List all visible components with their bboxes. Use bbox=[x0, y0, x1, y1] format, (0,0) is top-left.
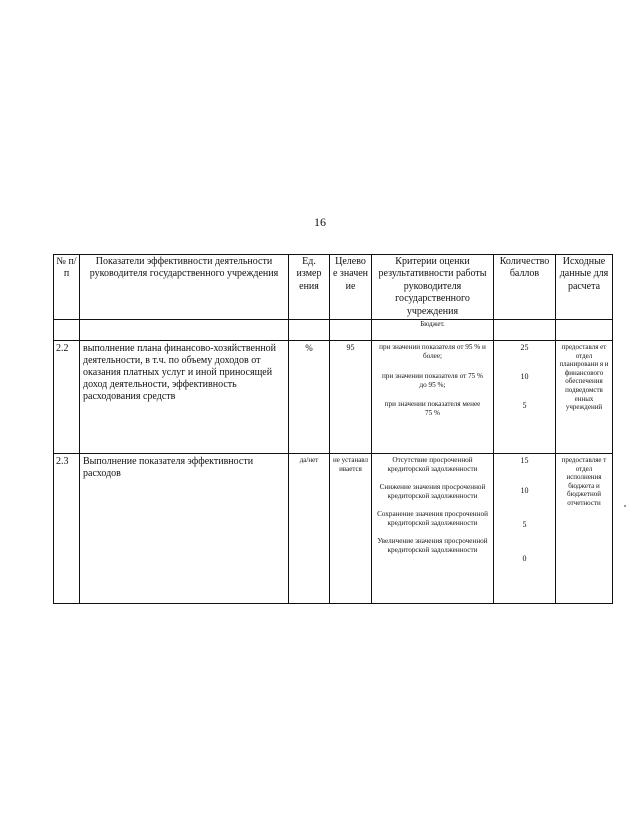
header-num: № п/п bbox=[54, 255, 80, 320]
criteria-item: Отсутствие просроченной кредиторской задолженности bbox=[387, 456, 478, 474]
row-criteria bbox=[372, 454, 494, 604]
points-value: 10 bbox=[520, 486, 529, 496]
points-value: 10 bbox=[520, 372, 529, 382]
row-number: 2.2 bbox=[54, 341, 80, 454]
points-value: 15 bbox=[520, 456, 529, 466]
criteria-item: при значении показателя менее 75 % bbox=[384, 400, 481, 418]
row-points bbox=[494, 454, 556, 604]
row-points bbox=[494, 341, 556, 454]
page-number: 16 bbox=[314, 215, 326, 229]
row-source: предоставля ет отдел планировани я и финансового обеспечения подведомств енных учреждений bbox=[556, 341, 613, 454]
row-indicator: Выполнение показателя эффективности расходов bbox=[80, 454, 289, 604]
table-row-budget bbox=[54, 320, 613, 341]
criteria-item: Сохранение значения просроченной кредиторской задолженности bbox=[377, 510, 488, 528]
points-value: 5 bbox=[522, 520, 527, 530]
table-row bbox=[54, 454, 613, 604]
indicators-table bbox=[53, 254, 613, 604]
criteria-item: при значении показателя от 95 % и более; bbox=[379, 343, 486, 361]
row-unit: % bbox=[289, 341, 330, 454]
row-unit: да/нет bbox=[289, 454, 330, 604]
header-criteria: Критерии оценки результативности работы руководителя государственного учреждения bbox=[372, 255, 494, 320]
scan-artifact bbox=[624, 505, 626, 507]
row-indicator: выполнение плана финансово-хозяйственной деятельности, в т.ч. по объему доходов от оказания платных услуг и иной приносящей доход деятельности, эффективность расходования средств bbox=[80, 341, 289, 454]
criteria-item: при значении показателя от 75 % до 95 %; bbox=[381, 372, 484, 390]
criteria-item: Увеличение значения просроченной кредиторской задолженности bbox=[377, 537, 488, 555]
budget-criteria: Бюджет. bbox=[372, 320, 494, 341]
points-value: 25 bbox=[520, 343, 529, 353]
header-points: Количество баллов bbox=[494, 255, 556, 320]
row-criteria bbox=[372, 341, 494, 454]
row-source: предоставляе т отдел исполнения бюджета и бюджетной отчетности bbox=[556, 454, 613, 604]
points-value: 0 bbox=[522, 554, 527, 564]
header-target: Целево е значен ие bbox=[330, 255, 372, 320]
cell-blank bbox=[289, 320, 330, 341]
cell-blank bbox=[330, 320, 372, 341]
cell-blank bbox=[556, 320, 613, 341]
table-header-row bbox=[54, 255, 613, 320]
header-unit: Ед. измер ения bbox=[289, 255, 330, 320]
cell-blank bbox=[494, 320, 556, 341]
row-target: 95 bbox=[330, 341, 372, 454]
cell-blank bbox=[80, 320, 289, 341]
points-value: 5 bbox=[522, 401, 527, 411]
row-number: 2.3 bbox=[54, 454, 80, 604]
table-row bbox=[54, 341, 613, 454]
criteria-item: Снижение значения просроченной кредиторской задолженности bbox=[379, 483, 486, 501]
row-target: не устанавл ивается bbox=[330, 454, 372, 604]
cell-blank bbox=[54, 320, 80, 341]
header-source: Исходные данные для расчета bbox=[556, 255, 613, 320]
header-indicator: Показатели эффективности деятельности руководителя государственного учреждения bbox=[80, 255, 289, 320]
